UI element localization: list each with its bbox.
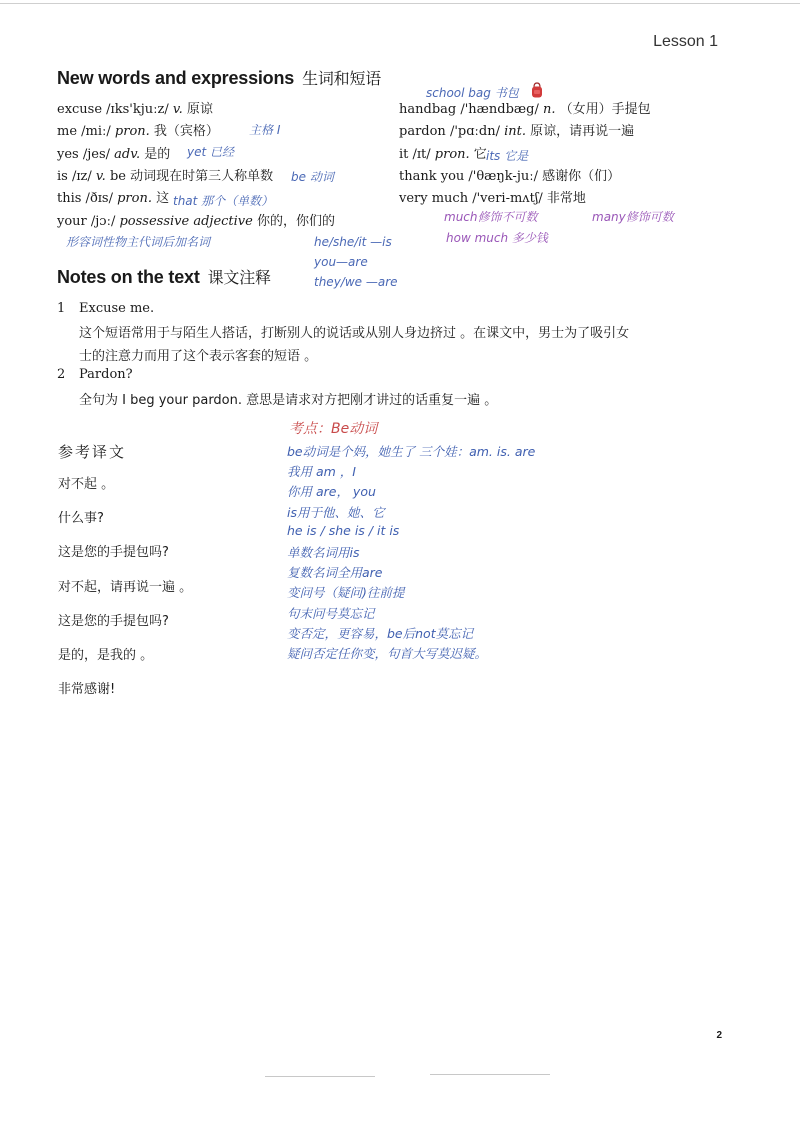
grammar-title: 考点：Be动词 [289, 421, 378, 437]
grammar-note-line: 复数名词全用are [287, 565, 383, 581]
notes-title-zh: 课文注释 [207, 268, 271, 287]
handnote-is-rule: he/she/it —is [314, 235, 392, 249]
translation-line: 什么事? [58, 511, 104, 527]
translation-line: 对不起，请再说一遍 。 [58, 579, 193, 595]
note-2-head: Pardon? [79, 367, 133, 382]
handnote-this: that 那个（单数） [173, 194, 274, 208]
note-1-body-line1: 这个短语常用于与陌生人搭话，打断别人的说话或从别人身边挤过 。在课文中，男士为了吸引女 [79, 326, 630, 341]
handnote-they-rule: they/we —are [314, 275, 398, 289]
grammar-note-line: 变否定，更容易，be后not莫忘记 [287, 625, 474, 641]
handnote-how-much: how much 多少钱 [446, 231, 548, 245]
grammar-note-line: 你用 are， you [287, 484, 376, 500]
note-1-num: 1 [57, 301, 66, 316]
note-1-head: Excuse me. [79, 301, 155, 316]
note-2-num: 2 [57, 367, 66, 382]
vocab-title-zh: 生词和短语 [302, 69, 382, 88]
vocab-entry: excuse /ɪks'kjuːz/ v. 原谅 [57, 102, 213, 117]
grammar-note-line: is用于他、她、它 [287, 504, 385, 520]
grammar-note-line: 单数名词用is [287, 545, 360, 560]
translation-line: 这是您的手提包吗? [58, 545, 169, 561]
school-bag-icon [531, 82, 543, 98]
translation-line: 这是您的手提包吗? [58, 613, 169, 629]
grammar-note-line: 我用 am ，I [287, 464, 356, 480]
vocab-entry: yes /jes/ adv. 是的 [57, 146, 171, 162]
handnote-many: many修饰可数 [592, 210, 674, 224]
vocab-entry: it /ɪt/ pron. 它 [399, 146, 487, 162]
handnote-it: its 它是 [486, 149, 529, 163]
handnote-your: 形容词性物主代词后加名词 [66, 235, 211, 249]
grammar-note-line: 变问号（疑问)往前提 [287, 585, 405, 601]
handnote-much: much修饰不可数 [444, 210, 538, 224]
handnote-school-bag: school bag 书包 [426, 86, 519, 100]
note-2-body: 全句为 I beg your pardon. 意思是请求对方把刚才讲过的话重复一遍 。 [79, 393, 498, 408]
notes-title: Notes on the text [57, 267, 200, 287]
vocab-entry: handbag /'hændbæg/ n. （女用）手提包 [399, 102, 651, 117]
vocab-entry: pardon /'pɑːdn/ int. 原谅，请再说一遍 [399, 124, 635, 140]
note-1-body-line2: 士的注意力而用了这个表示客套的短语 。 [79, 349, 318, 364]
vocab-entry: very much /'veri-mʌtʃ/ 非常地 [399, 191, 586, 207]
handnote-yes: yet 已经 [187, 145, 235, 159]
handnote-is: be 动词 [291, 170, 334, 184]
grammar-note-line: 疑问否定任你变，句首大写莫迟疑。 [287, 646, 488, 661]
vocab-entry: is /ɪz/ v. be 动词现在时第三人称单数 [57, 168, 274, 184]
vocab-entry: thank you /'θæŋk-juː/ 感谢你（们） [399, 168, 621, 184]
grammar-note-line: be动词是个妈，她生了 三个娃：am. is. are [287, 444, 536, 459]
translation-line: 是的，是我的 。 [58, 648, 154, 663]
page-number: 2 [716, 1030, 722, 1041]
vocab-entry: your /jɔː/ possessive adjective 你的，你们的 [57, 213, 335, 229]
grammar-note-line: he is / she is / it is [287, 522, 400, 538]
grammar-note-line: 句末问号莫忘记 [287, 605, 375, 621]
scan-artifact [265, 1076, 375, 1077]
translation-line: 对不起 。 [58, 477, 115, 492]
vocab-entry: this /ðɪs/ pron. 这 [57, 191, 170, 207]
handnote-you-rule: you—are [314, 255, 368, 269]
vocab-title: New words and expressions [57, 68, 295, 88]
vocab-heading [57, 66, 381, 89]
notes-heading [57, 265, 271, 288]
vocab-entry: me /miː/ pron. 我（宾格） [57, 124, 219, 140]
handnote-me: 主格 I [249, 123, 281, 137]
lesson-label: Lesson 1 [653, 33, 718, 50]
scan-artifact [430, 1074, 550, 1075]
translation-title: 参考译文 [58, 443, 127, 461]
page-top-edge [0, 3, 800, 4]
translation-line: 非常感谢! [58, 682, 116, 698]
